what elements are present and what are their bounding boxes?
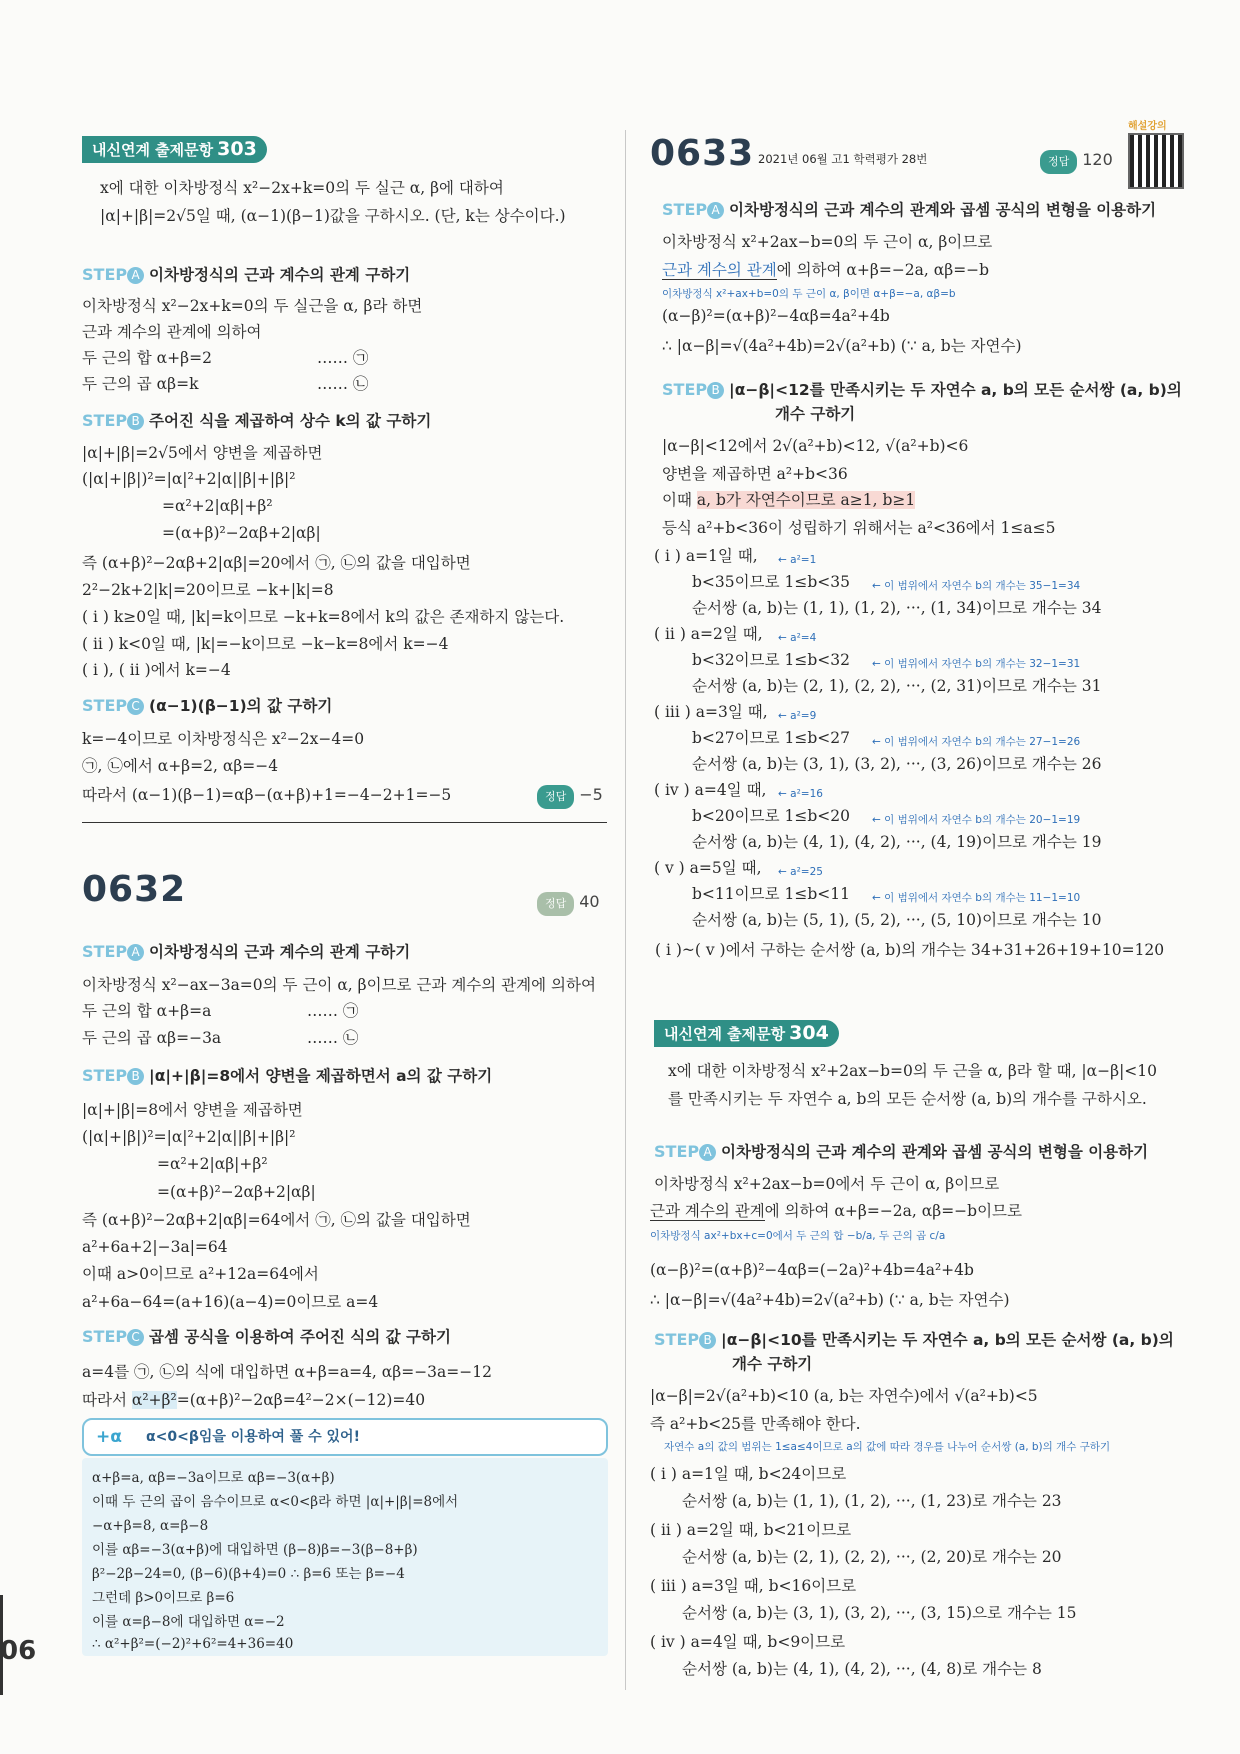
case-heading: ( iii ) a=3일 때,: [654, 703, 768, 721]
case-heading-note: ← a²=1: [778, 554, 817, 566]
case-result: 순서쌍 (a, b)는 (4, 1), (4, 2), ···, (4, 19)이므로 개수는 19: [692, 833, 1102, 851]
column-divider: [625, 130, 626, 1690]
text-line: ∴ α²+β²=(−2)²+6²=4+36=40: [92, 1636, 294, 1652]
text-line: a²+6a+2|−3a|=64: [82, 1238, 228, 1256]
text-line: ∴ |α−β|=√(4a²+4b)=2√(a²+b) (∵ a, b는 자연수): [662, 337, 1022, 355]
problem-303-tag: 내신연계 출제문항 303: [82, 136, 267, 163]
note-line: 이차방정식 x²+ax+b=0의 두 근이 α, β이면 α+β=−a, αβ=b: [662, 288, 956, 300]
text-line: 두 근의 곱 αβ=k: [82, 375, 199, 393]
case-result: 순서쌍 (a, b)는 (5, 1), (5, 2), ···, (5, 10)이므로 개수는 10: [692, 911, 1102, 929]
tip-title: α<0<β임을 이용하여 풀 수 있어!: [146, 1429, 360, 1445]
step-a-header: STEP A 이차방정식의 근과 계수의 관계와 곱셈 공식의 변형을 이용하기: [662, 200, 1157, 219]
problem-source: 2021년 06월 고1 학력평가 28번: [758, 152, 928, 166]
tip-header: [82, 1418, 608, 1456]
text-line: 이차방정식 x²−ax−3a=0의 두 근이 α, β이므로 근과 계수의 관계에 의하여: [82, 976, 596, 994]
problem-303-question-line2: |α|+|β|=2√5일 때, (α−1)(β−1)값을 구하시오. (단, k는 상수이다.): [100, 207, 566, 225]
text-line: 등식 a²+b<36이 성립하기 위해서는 a²<36에서 1≤a≤5: [662, 519, 1056, 537]
text-line: 이를 α=β−8에 대입하면 α=−2: [92, 1614, 285, 1630]
step-b-header: STEP B |α−β|<10를 만족시키는 두 자연수 a, b의 모든 순서쌍 (a, b)의: [654, 1330, 1174, 1349]
case-range-note: ← 이 범위에서 자연수 b의 개수는 27−1=26: [872, 736, 1081, 748]
problem-304-question-line2: 를 만족시키는 두 자연수 a, b의 모든 순서쌍 (a, b)의 개수를 구하시오.: [668, 1090, 1147, 1108]
text-line: 근과 계수의 관계에 의하여 α+β=−2a, αβ=−b: [662, 261, 990, 279]
case-result: 순서쌍 (a, b)는 (2, 1), (2, 2), ···, (2, 20)로 개수는 20: [682, 1548, 1062, 1566]
text-line: (|α|+|β|)²=|α|²+2|α||β|+|β|²: [82, 1128, 296, 1146]
tip-body: [82, 1458, 608, 1656]
text-line: 이때 두 근의 곱이 음수이므로 α<0<β라 하면 |α|+|β|=8에서: [92, 1494, 459, 1510]
text-line: 근과 계수의 관계에 의하여: [82, 323, 262, 341]
equation-marker: …… ㉡: [307, 1029, 359, 1047]
note-line: 이차방정식 ax²+bx+c=0에서 두 근의 합 −b/a, 두 근의 곱 c/a: [650, 1230, 946, 1242]
text-line: 양변을 제곱하면 a²+b<36: [662, 465, 848, 483]
text-line: a²+6a−64=(a+16)(a−4)=0이므로 a=4: [82, 1293, 379, 1311]
text-line: (|α|+|β|)²=|α|²+2|α||β|+|β|²: [82, 470, 296, 488]
case-range: b<11이므로 1≤b<11: [692, 885, 850, 903]
text-line: a=4를 ㉠, ㉡의 식에 대입하면 α+β=a=4, αβ=−3a=−12: [82, 1363, 492, 1381]
step-b-header: STEP B 주어진 식을 제곱하여 상수 k의 값 구하기: [82, 411, 432, 430]
text-line: 이차방정식 x²+2ax−b=0의 두 근이 α, β이므로: [662, 233, 993, 251]
case-heading-note: ← a²=9: [778, 710, 817, 722]
text-line: ( i ) k≥0일 때, |k|=k이므로 −k+k=8에서 k의 값은 존재하지 않는다.: [82, 608, 565, 626]
problem-number-0632: 0632: [82, 869, 187, 910]
video-lecture-label: 해설강의: [1128, 121, 1167, 132]
case-range: b<27이므로 1≤b<27: [692, 729, 850, 747]
case-range: b<35이므로 1≤b<35: [692, 573, 850, 591]
text-line: =(α+β)²−2αβ+2|αβ|: [157, 1183, 316, 1201]
text-line: ∴ |α−β|=√(4a²+4b)=2√(a²+b) (∵ a, b는 자연수): [650, 1291, 1010, 1309]
qr-code-icon[interactable]: [1128, 133, 1184, 189]
text-line: 즉 a²+b<25를 만족해야 한다.: [650, 1415, 861, 1433]
text-line: 두 근의 합 α+β=2: [82, 349, 212, 367]
answer-303: 정답 −5: [537, 785, 603, 809]
text-line: |α|+|β|=8에서 양변을 제곱하면: [82, 1101, 303, 1119]
text-line: |α−β|=2√(a²+b)<10 (a, b는 자연수)에서 √(a²+b)<5: [650, 1387, 1038, 1405]
step-a-header: STEP A 이차방정식의 근과 계수의 관계와 곱셈 공식의 변형을 이용하기: [654, 1142, 1149, 1161]
text-line: 두 근의 곱 αβ=−3a: [82, 1029, 222, 1047]
case-heading: ( iv ) a=4일 때,: [654, 781, 767, 799]
case-heading: ( i ) a=1일 때, b<24이므로: [650, 1465, 847, 1483]
case-result: 순서쌍 (a, b)는 (3, 1), (3, 2), ···, (3, 26)이므로 개수는 26: [692, 755, 1102, 773]
text-line: k=−4이므로 이차방정식은 x²−2x−4=0: [82, 730, 365, 748]
text-line: =α²+2|αβ|+β²: [162, 497, 273, 515]
text-line: 따라서 α²+β²=(α+β)²−2αβ=4²−2×(−12)=40: [82, 1391, 426, 1409]
case-result: 순서쌍 (a, b)는 (3, 1), (3, 2), ···, (3, 15)으로 개수는 15: [682, 1604, 1077, 1622]
case-result: 순서쌍 (a, b)는 (2, 1), (2, 2), ···, (2, 31)이므로 개수는 31: [692, 677, 1102, 695]
text-line: 2²−2k+2|k|=20이므로 −k+|k|=8: [82, 581, 334, 599]
text-line: (α−β)²=(α+β)²−4αβ=4a²+4b: [662, 307, 890, 325]
text-line: |α|+|β|=2√5에서 양변을 제곱하면: [82, 444, 323, 462]
case-range-note: ← 이 범위에서 자연수 b의 개수는 35−1=34: [872, 580, 1081, 592]
case-heading-note: ← a²=4: [778, 632, 817, 644]
text-line: =(α+β)²−2αβ+2|αβ|: [162, 524, 321, 542]
case-heading: ( iv ) a=4일 때, b<9이므로: [650, 1633, 846, 1651]
text-line: |α−β|<12에서 2√(a²+b)<12, √(a²+b)<6: [662, 437, 969, 455]
text-line: ( ii ) k<0일 때, |k|=−k이므로 −k−k=8에서 k=−4: [82, 635, 449, 653]
text-line: α+β=a, αβ=−3a이므로 αβ=−3(α+β): [92, 1470, 335, 1486]
case-heading: ( i ) a=1일 때,: [654, 547, 758, 565]
text-line: 이때 a>0이므로 a²+12a=64에서: [82, 1265, 319, 1283]
text-line: 근과 계수의 관계에 의하여 α+β=−2a, αβ=−b이므로: [650, 1202, 1023, 1220]
equation-marker: …… ㉠: [317, 349, 369, 367]
text-line: 즉 (α+β)²−2αβ+2|αβ|=20에서 ㉠, ㉡의 값을 대입하면: [82, 554, 471, 572]
problem-304-question-line1: x에 대한 이차방정식 x²+2ax−b=0의 두 근을 α, β라 할 때, |α−β|<10: [668, 1062, 1158, 1080]
step-a-header: STEP A 이차방정식의 근과 계수의 관계 구하기: [82, 942, 411, 961]
equation-marker: …… ㉡: [317, 375, 369, 393]
text-line: 두 근의 합 α+β=a: [82, 1002, 212, 1020]
step-b-header: STEP B |α|+|β|=8에서 양변을 제곱하면서 a의 값 구하기: [82, 1066, 493, 1085]
problem-304-tag: 내신연계 출제문항 304: [654, 1020, 839, 1047]
case-range-note: ← 이 범위에서 자연수 b의 개수는 11−1=10: [872, 892, 1081, 904]
case-result: 순서쌍 (a, b)는 (1, 1), (1, 2), ···, (1, 23)로 개수는 23: [682, 1492, 1062, 1510]
equation-marker: …… ㉠: [307, 1002, 359, 1020]
text-line: =α²+2|αβ|+β²: [157, 1155, 268, 1173]
step-b-header: STEP B |α−β|<12를 만족시키는 두 자연수 a, b의 모든 순서쌍 (a, b)의: [662, 380, 1182, 399]
page-number: 06: [0, 1636, 37, 1666]
note-line: 자연수 a의 값의 범위는 1≤a≤4이므로 a의 값에 따라 경우를 나누어 순서쌍 (a, b)의 개수 구하기: [664, 1441, 1111, 1453]
text-line: ( i ), ( ii )에서 k=−4: [82, 661, 231, 679]
answer-0633: 정답 120: [1040, 150, 1113, 174]
text-line: (α−β)²=(α+β)²−4αβ=(−2a)²+4b=4a²+4b: [650, 1261, 974, 1279]
case-range-note: ← 이 범위에서 자연수 b의 개수는 32−1=31: [872, 658, 1081, 670]
case-result: 순서쌍 (a, b)는 (1, 1), (1, 2), ···, (1, 34)이므로 개수는 34: [692, 599, 1102, 617]
case-heading-note: ← a²=25: [778, 866, 823, 878]
case-range: b<32이므로 1≤b<32: [692, 651, 850, 669]
case-range: b<20이므로 1≤b<20: [692, 807, 850, 825]
text-line: β²−2β−24=0, (β−6)(β+4)=0 ∴ β=6 또는 β=−4: [92, 1566, 405, 1582]
step-title-line2: 개수 구하기: [732, 1355, 813, 1373]
step-c-header: STEP C 곱셈 공식을 이용하여 주어진 식의 값 구하기: [82, 1327, 451, 1346]
text-line: 이를 αβ=−3(α+β)에 대입하면 (β−8)β=−3(β−8+β): [92, 1542, 418, 1558]
text-line: 이때 a, b가 자연수이므로 a≥1, b≥1: [662, 491, 916, 509]
problem-number-0633: 0633: [650, 133, 755, 174]
case-heading: ( ii ) a=2일 때, b<21이므로: [650, 1521, 852, 1539]
text-line: 즉 (α+β)²−2αβ+2|αβ|=64에서 ㉠, ㉡의 값을 대입하면: [82, 1211, 471, 1229]
case-heading: ( v ) a=5일 때,: [654, 859, 762, 877]
step-title-line2: 개수 구하기: [775, 405, 856, 423]
text-line: ㉠, ㉡에서 α+β=2, αβ=−4: [82, 757, 279, 775]
case-range-note: ← 이 범위에서 자연수 b의 개수는 20−1=19: [872, 814, 1081, 826]
case-heading: ( ii ) a=2일 때,: [654, 625, 763, 643]
text-line: ( i )~( v )에서 구하는 순서쌍 (a, b)의 개수는 34+31+26+19+10=120: [655, 941, 1165, 959]
answer-0632: 정답 40: [537, 892, 600, 916]
case-heading-note: ← a²=16: [778, 788, 823, 800]
separator: [82, 822, 607, 823]
case-heading: ( iii ) a=3일 때, b<16이므로: [650, 1577, 857, 1595]
step-c-header: STEP C (α−1)(β−1)의 값 구하기: [82, 696, 333, 715]
plus-alpha-icon: +α: [96, 1427, 122, 1447]
text-line: 이차방정식 x²+2ax−b=0에서 두 근이 α, β이므로: [654, 1175, 1000, 1193]
text-line: 이차방정식 x²−2x+k=0의 두 실근을 α, β라 하면: [82, 297, 423, 315]
text-line: 따라서 (α−1)(β−1)=αβ−(α+β)+1=−4−2+1=−5: [82, 786, 452, 804]
text-line: −α+β=8, α=β−8: [92, 1518, 209, 1534]
step-a-header: STEP A 이차방정식의 근과 계수의 관계 구하기: [82, 265, 411, 284]
case-result: 순서쌍 (a, b)는 (4, 1), (4, 2), ···, (4, 8)로 개수는 8: [682, 1660, 1042, 1678]
problem-303-question-line1: x에 대한 이차방정식 x²−2x+k=0의 두 실근 α, β에 대하여: [100, 179, 504, 197]
text-line: 그런데 β>0이므로 β=6: [92, 1590, 235, 1606]
